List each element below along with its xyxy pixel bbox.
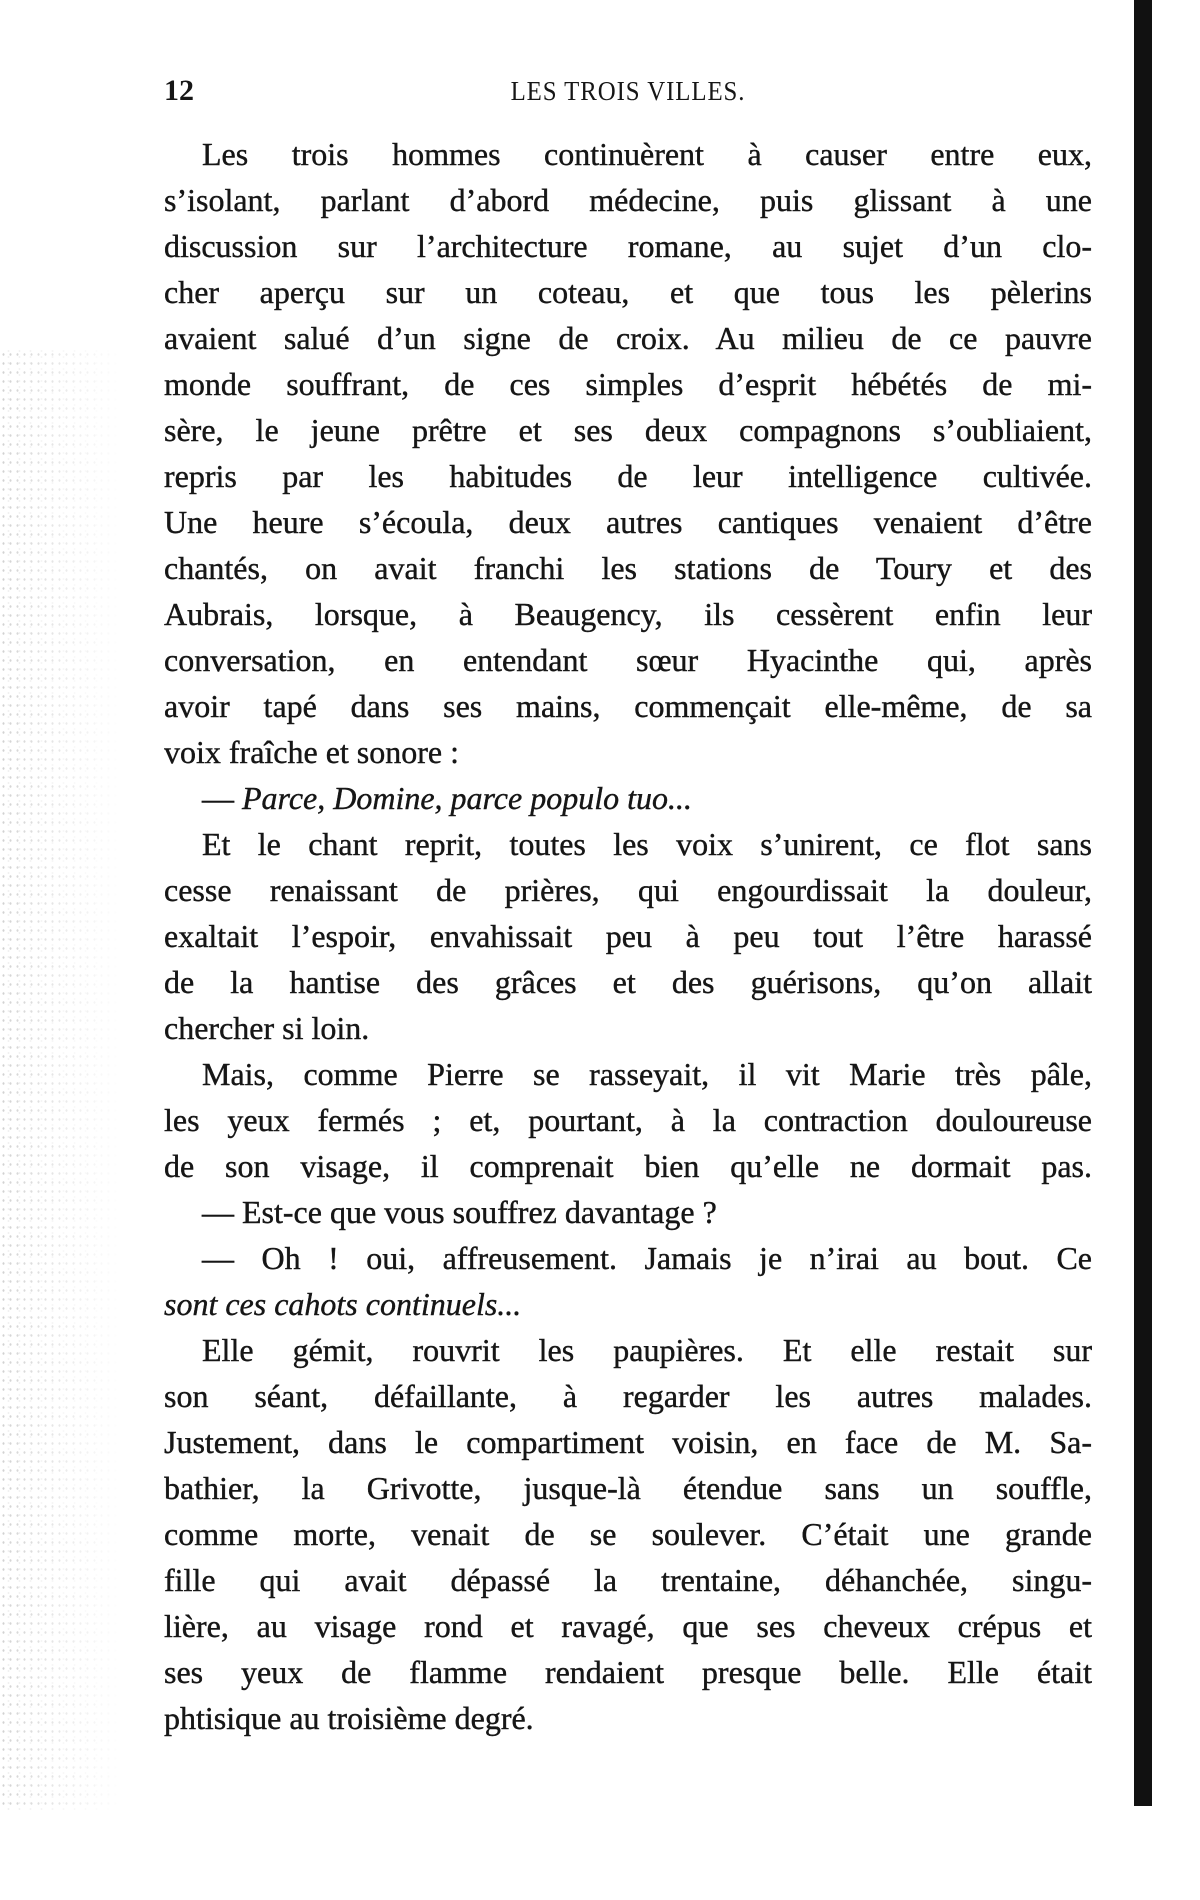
line-text: exaltait l’espoir, envahissait peu à peu tout l’être harassé [164,918,1092,954]
page-header [164,74,1092,114]
text-line [164,1051,1092,1097]
line-text: — [202,780,242,816]
text-line [164,131,1092,177]
text-line [164,361,1092,407]
italic-text: sont ces cahots continuels... [164,1286,522,1322]
line-text: Aubrais, lorsque, à Beaugency, ils cessèrent enfin leur [164,596,1092,632]
scan-edge-noise [0,350,120,1810]
text-line [164,913,1092,959]
line-text: chantés, on avait franchi les stations de Toury et des [164,550,1092,586]
line-text: comme morte, venait de se soulever. C’était une grande [164,1516,1092,1552]
line-text: repris par les habitudes de leur intelligence cultivée. [164,458,1092,494]
text-line [164,867,1092,913]
text-line [164,1373,1092,1419]
text-line [164,1143,1092,1189]
text-line [164,1235,1092,1281]
line-text: s’isolant, parlant d’abord médecine, puis glissant à une [164,182,1092,218]
text-line [164,1465,1092,1511]
running-title: LES TROIS VILLES. [510,76,746,106]
line-text: avaient salué d’un signe de croix. Au milieu de ce pauvre [164,320,1092,356]
text-line [164,1281,1092,1327]
line-text: ses yeux de flamme rendaient presque belle. Elle était [164,1654,1092,1690]
line-text: avoir tapé dans ses mains, commençait elle-même, de sa [164,688,1092,724]
line-text: sère, le jeune prêtre et ses deux compagnons s’oubliaient, [164,412,1092,448]
text-line [164,545,1092,591]
line-text: bathier, la Grivotte, jusque-là étendue sans un souffle, [164,1470,1092,1506]
text-line [164,269,1092,315]
text-line [164,1695,1092,1741]
text-line [164,1511,1092,1557]
line-text: — Oh ! oui, affreusement. Jamais je n’irai au bout. Ce [202,1240,1092,1276]
line-text: Les trois hommes continuèrent à causer entre eux, [202,136,1092,172]
line-text: conversation, en entendant sœur Hyacinthe qui, après [164,642,1092,678]
line-text: fille qui avait dépassé la trentaine, déhanchée, singu- [164,1562,1092,1598]
text-line [164,1097,1092,1143]
line-text: cher aperçu sur un coteau, et que tous les pèlerins [164,274,1092,310]
page-number: 12 [164,74,194,107]
text-line [164,729,1092,775]
line-text: les yeux fermés ; et, pourtant, à la contraction douloureuse [164,1102,1092,1138]
text-line [164,499,1092,545]
line-text: de son visage, il comprenait bien qu’elle ne dormait pas. [164,1148,1092,1184]
line-text: Mais, comme Pierre se rasseyait, il vit Marie très pâle, [202,1056,1092,1092]
text-line [164,453,1092,499]
page-edge-border [1134,0,1152,1806]
line-text: cesse renaissant de prières, qui engourdissait la douleur, [164,872,1092,908]
line-text: de la hantise des grâces et des guérisons, qu’on allait [164,964,1092,1000]
text-line [164,591,1092,637]
text-line [164,683,1092,729]
line-text: Et le chant reprit, toutes les voix s’unirent, ce flot sans [202,826,1092,862]
line-text: — Est-ce que vous souffrez davantage ? [202,1194,717,1230]
text-line [164,1327,1092,1373]
text-line [164,1419,1092,1465]
text-line [164,1603,1092,1649]
text-line [164,959,1092,1005]
italic-text: Parce, Domine, parce populo tuo... [242,780,692,816]
text-line [164,775,1092,821]
text-line [164,177,1092,223]
text-line [164,407,1092,453]
line-text: phtisique au troisième degré. [164,1700,534,1736]
text-line [164,821,1092,867]
text-line [164,637,1092,683]
text-line [164,1649,1092,1695]
line-text: lière, au visage rond et ravagé, que ses cheveux crépus et [164,1608,1092,1644]
text-line [164,1189,1092,1235]
line-text: chercher si loin. [164,1010,370,1046]
line-text: discussion sur l’architecture romane, au sujet d’un clo- [164,228,1092,264]
text-line [164,1557,1092,1603]
line-text: Justement, dans le compartiment voisin, en face de M. Sa- [164,1424,1092,1460]
text-line [164,315,1092,361]
text-line [164,1005,1092,1051]
line-text: son séant, défaillante, à regarder les autres malades. [164,1378,1092,1414]
body-text [164,131,1092,1741]
line-text: monde souffrant, de ces simples d’esprit hébétés de mi- [164,366,1092,402]
line-text: voix fraîche et sonore : [164,734,459,770]
line-text: Elle gémit, rouvrit les paupières. Et elle restait sur [202,1332,1092,1368]
text-line [164,223,1092,269]
line-text: Une heure s’écoula, deux autres cantiques venaient d’être [164,504,1092,540]
